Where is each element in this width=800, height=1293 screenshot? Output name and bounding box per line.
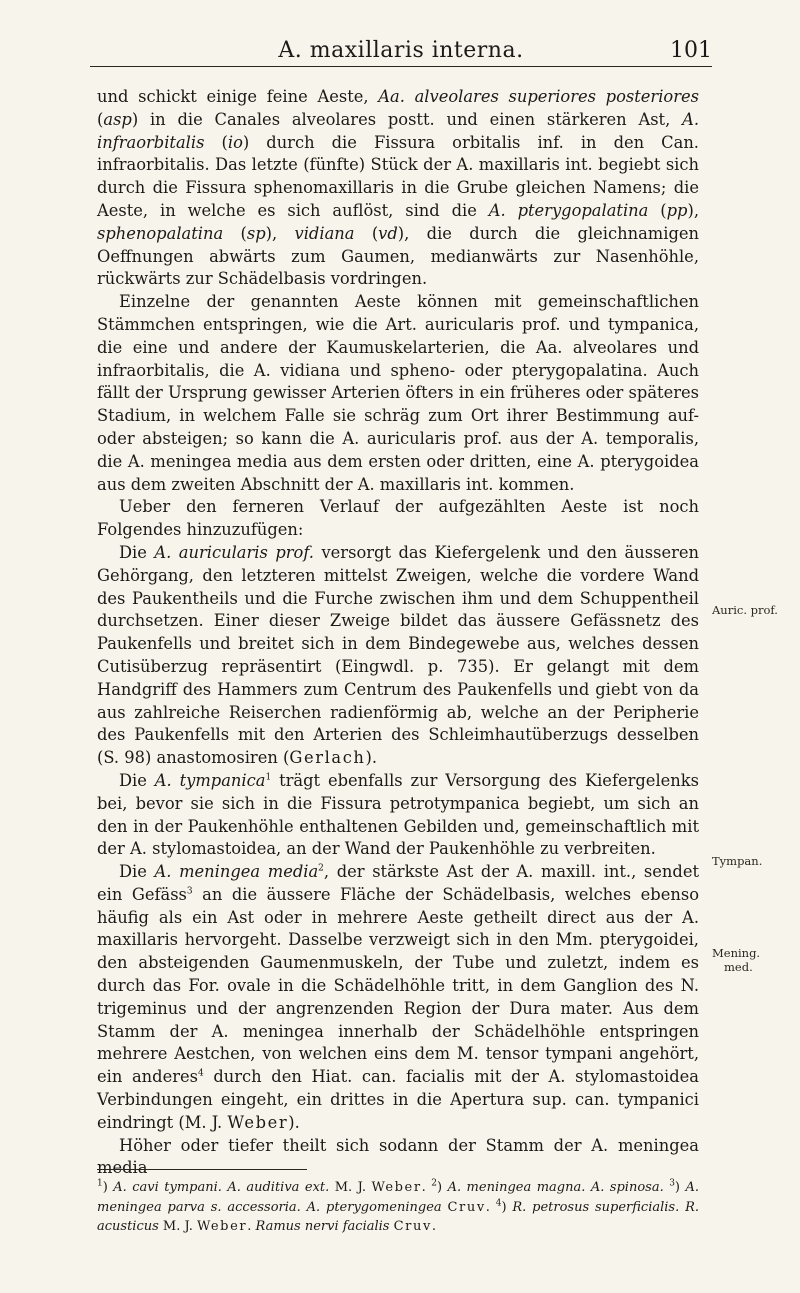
italic-term: asp bbox=[103, 109, 132, 129]
page-number: 101 bbox=[670, 38, 712, 63]
text-run: Ueber den ferneren Verlauf der aufgezählten Aeste ist noch Folgendes hinzuzufügen: bbox=[97, 497, 699, 540]
text-run: Höher oder tiefer theilt sich sodann der Stamm der A. meningea media bbox=[97, 1135, 699, 1178]
text-run: Einzelne der genannten Aeste können mit gemeinschaftlichen Stämmchen entspringen, wie die Art. auricularis prof. und tympanica, die eine und andere der Kaumuskelarterien, die Aa. alveolares und infraorbitalis, die A. vidiana und spheno- oder pterygopalatina. Auch fällt der Ursprung gewisser Arterien öfters in ein früheres oder späteres Stadium, in welchem Falle sie schräg zum Ort ihrer Bestimmung auf- oder absteigen; so kann die A. auricularis prof. aus der A. temporalis, die A. meningea media aus dem ersten oder dritten, eine A. pterygoidea aus dem zweiten Abschnitt der A. maxillaris int. kommen. bbox=[97, 292, 699, 494]
text-run: Die bbox=[119, 542, 155, 562]
text-run: trägt ebenfalls zur Versorgung des Kiefergelenks bei, bevor sie sich in die Fissura petrotympanica begiebt, um sich an den in der Paukenhöhle enthaltenen Gebilden und, gemeinschaftlich mit der A. stylomastoidea, an der Wand der Paukenhöhle zu verbreiten. bbox=[97, 770, 699, 859]
text-run: ), die durch die gleichnamigen Oeffnungen abwärts zum Gaumen, medianwärts zur Nasenhöhle, rückwärts zur Schädelbasis vordringen. bbox=[97, 223, 699, 289]
text-run: ) durch die Fissura orbitalis inf. in den Can. infraorbitalis. Das letzte (fünfte) Stück der A. maxillaris int. begiebt sich durch die Fissura sphenomaxillaris in die Grube gleichen Namens; die Aeste, in welche es sich auflöst, sind die bbox=[97, 132, 699, 220]
text-run: , der stärkste Ast der A. maxill. int., sendet ein Gefäss bbox=[97, 862, 699, 904]
paragraph bbox=[97, 291, 699, 496]
text-run: . bbox=[431, 1219, 437, 1234]
italic-term: pp bbox=[666, 200, 688, 220]
italic-term: R. petrosus superficialis. R. acusticus bbox=[97, 1199, 699, 1234]
italic-term: A. cavi tympani. A. auditiva ext. bbox=[113, 1180, 330, 1195]
footnote-ref: 1 bbox=[265, 772, 272, 783]
spaced-name: Weber bbox=[371, 1180, 422, 1195]
text-run: ) bbox=[102, 1180, 114, 1195]
text-run: M. J. bbox=[158, 1219, 197, 1234]
footnote-ref: 2 bbox=[431, 1178, 438, 1189]
spaced-name: Cruv bbox=[447, 1199, 486, 1215]
footnote-ref: 4 bbox=[495, 1198, 502, 1209]
paragraph bbox=[97, 542, 699, 770]
paragraph bbox=[97, 770, 699, 861]
footnote-ref: 1 bbox=[97, 1178, 103, 1189]
margin-note-tympanica: Tympan. bbox=[712, 854, 763, 868]
text-run: ( bbox=[204, 132, 228, 152]
footnote-rule bbox=[97, 1169, 307, 1170]
text-run: ) bbox=[437, 1180, 448, 1195]
text-run: ), bbox=[687, 200, 700, 220]
text-run: an die äussere Fläche der Schädelbasis, welches ebenso häufig als ein Ast oder in mehrere Aeste getheilt direct aus der A. maxillaris hervorgeht. Dasselbe verzweigt sich in den Mm. pterygoidei, den absteigenden Gaumenmuskeln, der Tube und zuletzt, indem es durch das For. ovale in die Schädelhöhle tritt, in dem Ganglion des N. trigeminus und der angrenzenden Region der Dura mater. Aus dem Stamm der A. meningea innerhalb der Schädelhöhle entspringen mehrere Aestchen, von welchen eins dem M. tensor tympani angehört, ein anderes bbox=[97, 884, 699, 1087]
text-run: ) bbox=[674, 1180, 686, 1195]
footnotes bbox=[97, 1178, 699, 1237]
text-run: ), bbox=[265, 223, 295, 243]
italic-term: A. infraorbitalis bbox=[97, 109, 699, 152]
footnote-ref: 3 bbox=[669, 1178, 675, 1189]
paragraph bbox=[97, 86, 699, 291]
margin-note-meningea: Mening. bbox=[712, 946, 761, 960]
margin-note-auricularis: Auric. prof. bbox=[712, 603, 778, 617]
text-run: . bbox=[421, 1180, 432, 1195]
italic-term: A. meningea media bbox=[154, 862, 319, 882]
footnote-ref: 4 bbox=[198, 1068, 204, 1079]
text-run: . bbox=[247, 1219, 256, 1234]
italic-term: io bbox=[227, 132, 243, 152]
italic-term: Ramus nervi facialis bbox=[255, 1219, 390, 1234]
margin-note-meningea-med: med. bbox=[724, 960, 753, 974]
body-text bbox=[97, 86, 699, 1180]
italic-term: sp bbox=[246, 223, 266, 243]
running-header bbox=[90, 34, 712, 67]
text-run: und schickt einige feine Aeste, bbox=[97, 87, 379, 106]
italic-term: Aa. alveolares superiores posteriores bbox=[378, 87, 699, 106]
text-run: Die bbox=[119, 862, 155, 882]
footnote-ref: 3 bbox=[186, 886, 193, 897]
paragraph bbox=[97, 496, 699, 542]
italic-term: A. tympanica bbox=[154, 770, 266, 790]
text-run: durch den Hiat. can. facialis mit der A. stylomastoidea Verbindungen eingeht, ein drittes in die Apertura sup. can. tympanici eindringt (M. J. bbox=[97, 1067, 700, 1132]
spaced-name: Gerlach bbox=[289, 748, 366, 768]
text-run: ) bbox=[501, 1199, 513, 1215]
italic-term: A. pterygopalatina bbox=[488, 200, 649, 220]
text-run: versorgt das Kiefergelenk und den äusseren Gehörgang, den letzteren mittelst Zweigen, welche die vordere Wand des Paukentheils und die Furche zwischen ihm und dem Schuppentheil durchsetzen. Einer dieser Zweige bildet das äussere Gefässnetz des Paukenfells und breitet sich in dem Bindegewebe aus, welches dessen Cutisüberzug repräsentirt (Eingwdl. p. 735). Er gelangt mit dem Handgriff des Hammers zum Centrum des Paukenfells und giebt von da aus zahlreiche Reiserchen radienförmig ab, welche an der Peripherie des Paukenfells mit den Arterien des Schleimhautüberzugs desselben (S. 98) anastomosiren ( bbox=[97, 542, 699, 768]
paragraph bbox=[97, 861, 699, 1135]
italic-term: A. auricularis prof. bbox=[154, 542, 314, 562]
text-run: . bbox=[485, 1199, 496, 1215]
italic-term: vidiana bbox=[294, 223, 355, 243]
text-run: Die bbox=[119, 770, 155, 790]
paragraph bbox=[97, 1135, 699, 1181]
spaced-name: Cruv bbox=[393, 1219, 432, 1234]
text-run: ) in die Canales alveolares postt. und einen stärkeren Ast, bbox=[131, 109, 683, 129]
italic-term: sphenopalatina bbox=[97, 223, 224, 243]
italic-term: A. meningea parva s. accessoria. A. pterygomeningea bbox=[97, 1180, 699, 1215]
text-run: ( bbox=[648, 200, 667, 220]
footnote-ref: 2 bbox=[318, 863, 324, 874]
text-run: ( bbox=[97, 109, 104, 129]
text-run: ). bbox=[288, 1112, 300, 1132]
text-run: ). bbox=[365, 748, 378, 768]
spaced-name: Weber bbox=[196, 1219, 248, 1234]
text-run: ( bbox=[354, 223, 379, 243]
text-run: ( bbox=[223, 223, 247, 243]
text-run: M. J. bbox=[329, 1180, 372, 1195]
italic-term: vd bbox=[378, 223, 398, 243]
running-title: A. maxillaris interna. bbox=[278, 38, 524, 63]
spaced-name: Weber bbox=[227, 1112, 289, 1132]
italic-term: A. meningea magna. A. spinosa. bbox=[447, 1180, 664, 1195]
